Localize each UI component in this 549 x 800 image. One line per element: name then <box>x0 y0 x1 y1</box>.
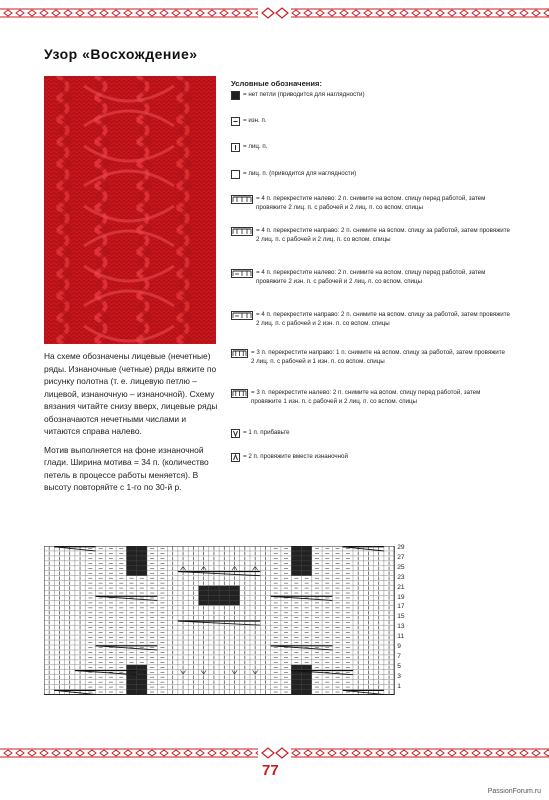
cable-right-2-2-purl-icon <box>231 311 253 320</box>
chart-row-number: 7 <box>397 652 401 660</box>
cable-right-2-2-knit-icon <box>231 227 253 236</box>
watermark: PassionForum.ru <box>487 788 541 795</box>
legend-item-text: = 3 п. перекрестите направо: 1 п. снимите на вспом. спицу за работой, затем провяжите 2 лиц. п. с рабочей и 1 изн. п. со вспом. спицы <box>251 349 505 365</box>
vertical-bar-icon <box>231 143 240 152</box>
chart-grid <box>44 546 399 698</box>
chart-row-number: 13 <box>397 623 405 631</box>
legend-item-text: = 1 п. прибавьте <box>243 429 290 436</box>
knitted-sample-photo <box>44 76 216 344</box>
chart-row-number: 3 <box>397 672 401 680</box>
chart-row-number: 1 <box>397 682 401 690</box>
legend-item-text: = 2 п. провяжите вместе изнаночной <box>243 453 348 460</box>
legend-item-text: = 3 п. перекрестите налево: 2 п. снимите на вспом. спицу перед работой, затем провяжите 1 изн. п. с рабочей и 2 лиц. п. со вспом. спицы <box>251 389 481 405</box>
dash-icon <box>231 117 240 126</box>
chart-row-number: 23 <box>397 573 405 581</box>
legend-item-text: = лиц. п. (приводится для наглядности) <box>243 170 357 177</box>
increase-v-icon <box>231 429 240 438</box>
empty-square-icon <box>231 170 240 179</box>
legend-item-text: = 4 п. перекрестите налево: 2 п. снимите на вспом. спицу перед работой, затем провяжите 2 лиц. п. с рабочей и 2 лиц. п. со вспом. спицы <box>256 195 486 211</box>
cable-right-2-1-icon <box>231 349 248 358</box>
chart-row-number: 19 <box>397 593 405 601</box>
cable-left-1-2-icon <box>231 389 248 398</box>
legend-item <box>231 170 513 179</box>
legend-item <box>231 349 506 366</box>
knitting-chart <box>44 546 399 703</box>
legend-item <box>231 117 513 126</box>
page-number: 77 <box>262 762 279 779</box>
legend-item-text: = 4 п. перекрестите направо: 2 п. снимите на вспом. спицу за работой, затем провяжите 2 лиц. п. с рабочей и 2 изн. п. со вспом. спицы <box>256 311 510 327</box>
legend-item <box>231 389 506 406</box>
decrease-lambda-icon <box>231 453 240 462</box>
cable-left-2-2-purl-icon <box>231 269 253 278</box>
chart-row-number: 17 <box>397 603 405 611</box>
chart-row-number: 5 <box>397 662 401 670</box>
legend-item <box>231 429 513 438</box>
legend <box>231 79 521 460</box>
chart-row-number: 21 <box>397 583 405 591</box>
description-paragraph-1: На схеме обозначены лицевые (нечетные) ряды. Изнаночные (четные) ряды вяжите по рисунку полотна (т. е. лицевую петлю – лицевой, изнаночную – изнаночной). Схему вязания читайте снизу вверх, лицевые ряды обозначаются нечетными числами и читаются справа налево. <box>44 351 218 436</box>
legend-item <box>231 269 511 286</box>
legend-item-text: = 4 п. перекрестите налево: 2 п. снимите на вспом. спицу перед работой, затем провяжите 2 изн. п. с рабочей и 2 лиц. п. со вспом. спицы <box>256 269 486 285</box>
chart-row-number: 25 <box>397 563 405 571</box>
description-paragraph-2: Мотив выполняется на фоне изнаночной глади. Ширина мотива = 34 п. (количество петель в процессе работы меняется). В высоту повторяйте с 1-го по 30-й р. <box>44 444 209 492</box>
chart-row-number: 29 <box>397 544 405 551</box>
page-title: Узор «Восхождение» <box>44 46 198 62</box>
legend-item <box>231 91 513 100</box>
description-text <box>44 350 224 500</box>
bottom-ornament-border <box>0 746 549 760</box>
legend-title: Условные обозначения: <box>231 79 323 88</box>
legend-item-text: = 4 п. перекрестите направо: 2 п. снимите на вспом. спицу за работой, затем провяжите 2 лиц. п. с рабочей и 2 лиц. п. со вспом. спицы <box>256 227 510 243</box>
chart-row-number: 27 <box>397 553 405 561</box>
legend-item-text: = изн. п. <box>243 117 267 124</box>
legend-item <box>231 227 511 244</box>
chart-row-number: 9 <box>397 643 401 650</box>
legend-item <box>231 195 511 212</box>
legend-item <box>231 143 513 152</box>
chart-row-number: 15 <box>397 613 405 621</box>
black-square-icon <box>231 91 240 100</box>
legend-item <box>231 453 513 462</box>
legend-item <box>231 311 511 328</box>
cable-left-2-2-knit-icon <box>231 195 253 204</box>
legend-item-text: = лиц. п. <box>243 143 268 150</box>
top-ornament-border <box>0 6 549 20</box>
chart-row-number: 11 <box>397 633 405 641</box>
legend-item-text: = нет петли (приводится для наглядности) <box>243 91 365 98</box>
